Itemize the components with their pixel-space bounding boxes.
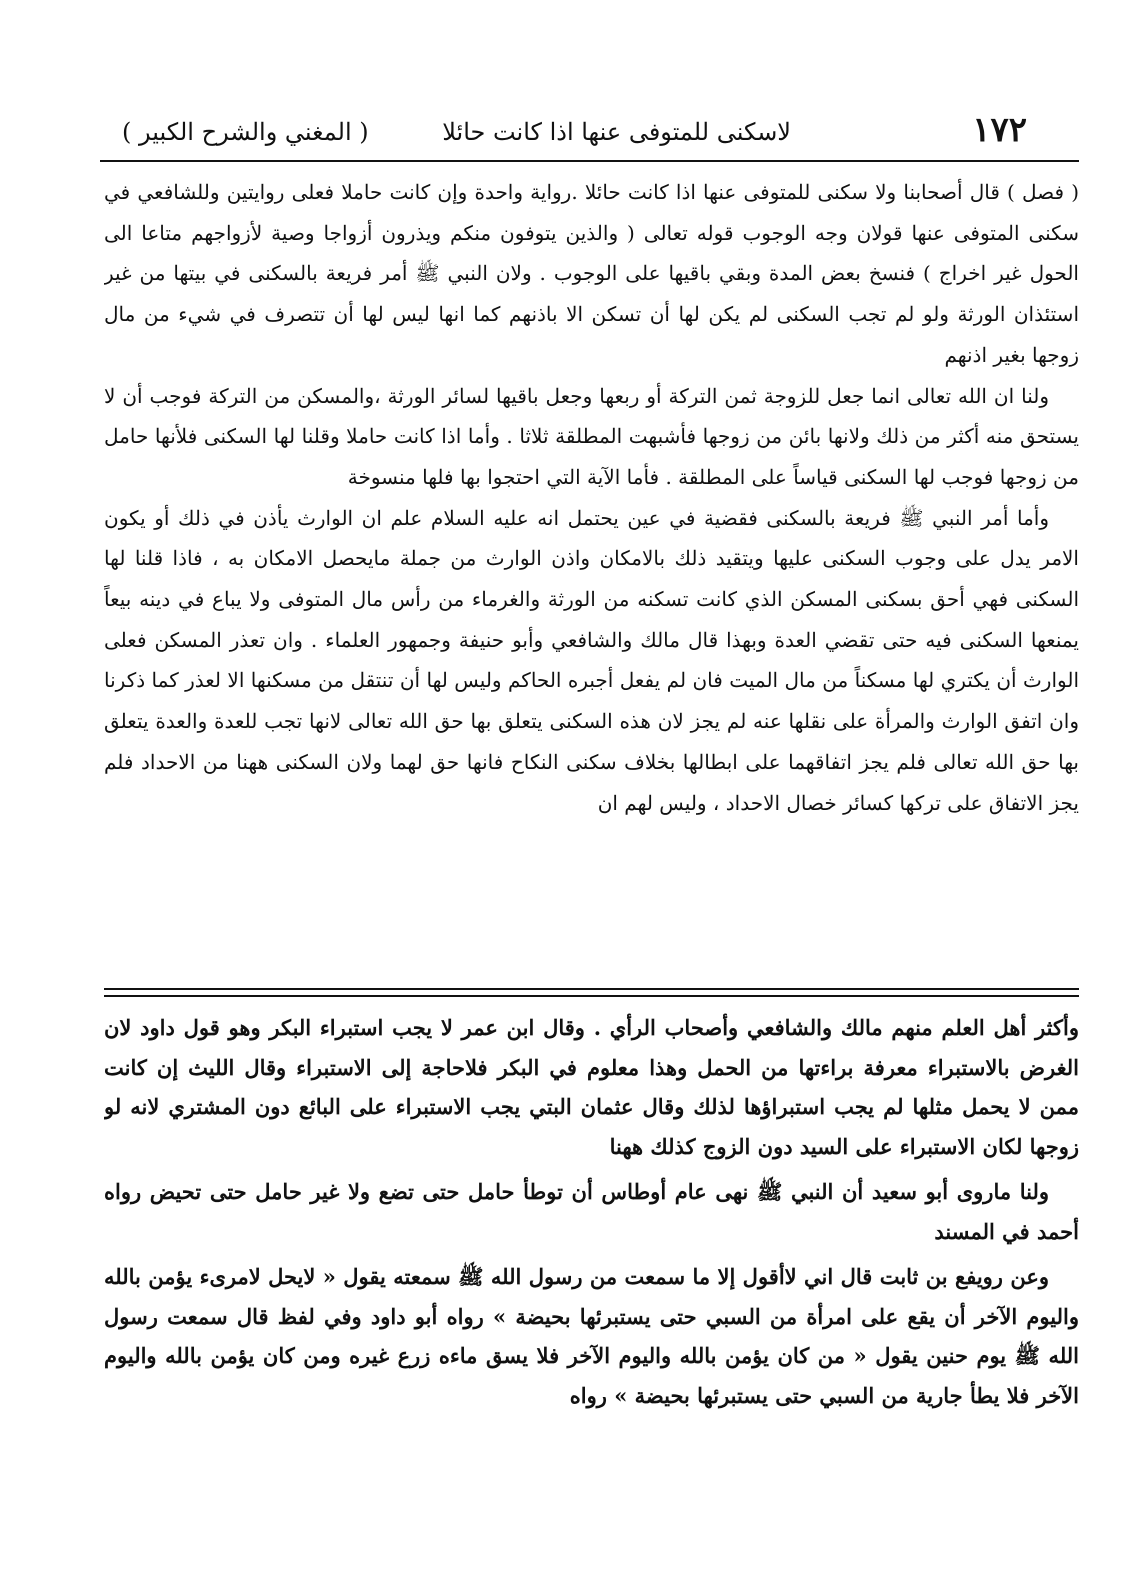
- running-title: لاسكنى للمتوفى عنها اذا كانت حائلا: [442, 118, 791, 146]
- commentary-paragraph: ولنا ماروى أبو سعيد أن النبي ﷺ نهى عام أوطاس أن توطأ حامل حتى تضع ولا غير حامل حتى تحيض رواه أحمد في المسند: [104, 1179, 1079, 1244]
- section-divider: [104, 988, 1079, 997]
- book-title: ( المغني والشرح الكبير ): [122, 118, 369, 146]
- page-number: ١٧٢: [972, 110, 1027, 150]
- header-rule: [100, 160, 1079, 162]
- main-paragraph: ولنا ان الله تعالى انما جعل للزوجة ثمن التركة أو ربعها وجعل باقيها لسائر الورثة ،والمسكن من التركة فوجب أن لا يستحق منه أكثر من ذلك ولانها بائن من زوجها فأشبهت المطلقة ثلاثا . وأما اذا كانت حاملا وقلنا لها السكنى فلأنها حامل من زوجها فوجب لها السكنى قياساً على المطلقة . فأما الآية التي احتجوا بها فلها منسوخة: [104, 383, 1079, 489]
- main-paragraph: ( فصل ) قال أصحابنا ولا سكنى للمتوفى عنها اذا كانت حائلا .رواية واحدة وإن كانت حاملا فعلى روايتين وللشافعي في سكنى المتوفى عنها قولان وجه الوجوب قوله تعالى ( والذين يتوفون منكم ويذرون أزواجا وصية لأزواجهم متاعا الى الحول غير اخراج ) فنسخ بعض المدة وبقي باقيها على الوجوب . ولان النبي ﷺ أمر فريعة بالسكنى في بيتها من غير استئذان الورثة ولو لم تجب السكنى لم يكن لها أن تسكن الا باذنهم كما انها ليس لها أن تتصرف في شيء من مال زوجها بغير اذنهم: [104, 180, 1079, 367]
- commentary-paragraph: وأكثر أهل العلم منهم مالك والشافعي وأصحاب الرأي . وقال ابن عمر لا يجب استبراء البكر وهو قول داود لان الغرض بالاستبراء معرفة براءتها من الحمل وهذا معلوم في البكر فلاحاجة إلى الاستبراء وقال الليث إن كانت ممن لا يحمل مثلها لم يجب استبراؤها لذلك وقال عثمان البتي يجب الاستبراء على البائع دون المشتري لانه لو زوجها لكان الاستبراء على السيد دون الزوج كذلك ههنا: [104, 1015, 1079, 1159]
- main-text: [104, 172, 1079, 967]
- main-paragraph: وأما أمر النبي ﷺ فريعة بالسكنى فقضية في عين يحتمل انه عليه السلام علم ان الوارث يأذن في ذلك أو يكون الامر يدل على وجوب السكنى عليها ويتقيد ذلك بالامكان واذن الوارث من جملة مايحصل الامكان به ، فاذا قلنا لها السكنى فهي أحق بسكنى المسكن الذي كانت تسكنه من الورثة والغرماء من رأس مال المتوفى ولا يباع في دينه بيعاً يمنعها السكنى فيه حتى تقضي العدة وبهذا قال مالك والشافعي وأبو حنيفة وجمهور العلماء . وان تعذر المسكن فعلى الوارث أن يكتري لها مسكناً من مال الميت فان لم يفعل أجبره الحاكم وليس لها أن تنتقل من مسكنها الا لعذر كما ذكرنا وان اتفق الوارث والمرأة على نقلها عنه لم يجز لان هذه السكنى يتعلق بها حق الله تعالى لانها تجب للعدة والعدة يتعلق بها حق الله تعالى فلم يجز اتفاقهما على ابطالها بخلاف سكنى النكاح فانها حق لهما ولان السكنى ههنا من الاحداد فلم يجز الاتفاق على تركها كسائر خصال الاحداد ، وليس لهم ان: [104, 505, 1079, 815]
- page-header: [92, 110, 1071, 166]
- commentary-paragraph: وعن رويفع بن ثابت قال اني لاأقول إلا ما سمعت من رسول الله ﷺ سمعته يقول « لايحل لامرىء يؤمن بالله واليوم الآخر أن يقع على امرأة من السبي حتى يستبرئها بحيضة » رواه أبو داود وفي لفظ قال سمعت رسول الله ﷺ يوم حنين يقول « من كان يؤمن بالله واليوم الآخر فلا يسق ماءه زرع غيره ومن كان يؤمن بالله واليوم الآخر فلا يطأ جارية من السبي حتى يستبرئها بحيضة » رواه: [104, 1264, 1079, 1408]
- lower-commentary: [104, 1008, 1079, 1428]
